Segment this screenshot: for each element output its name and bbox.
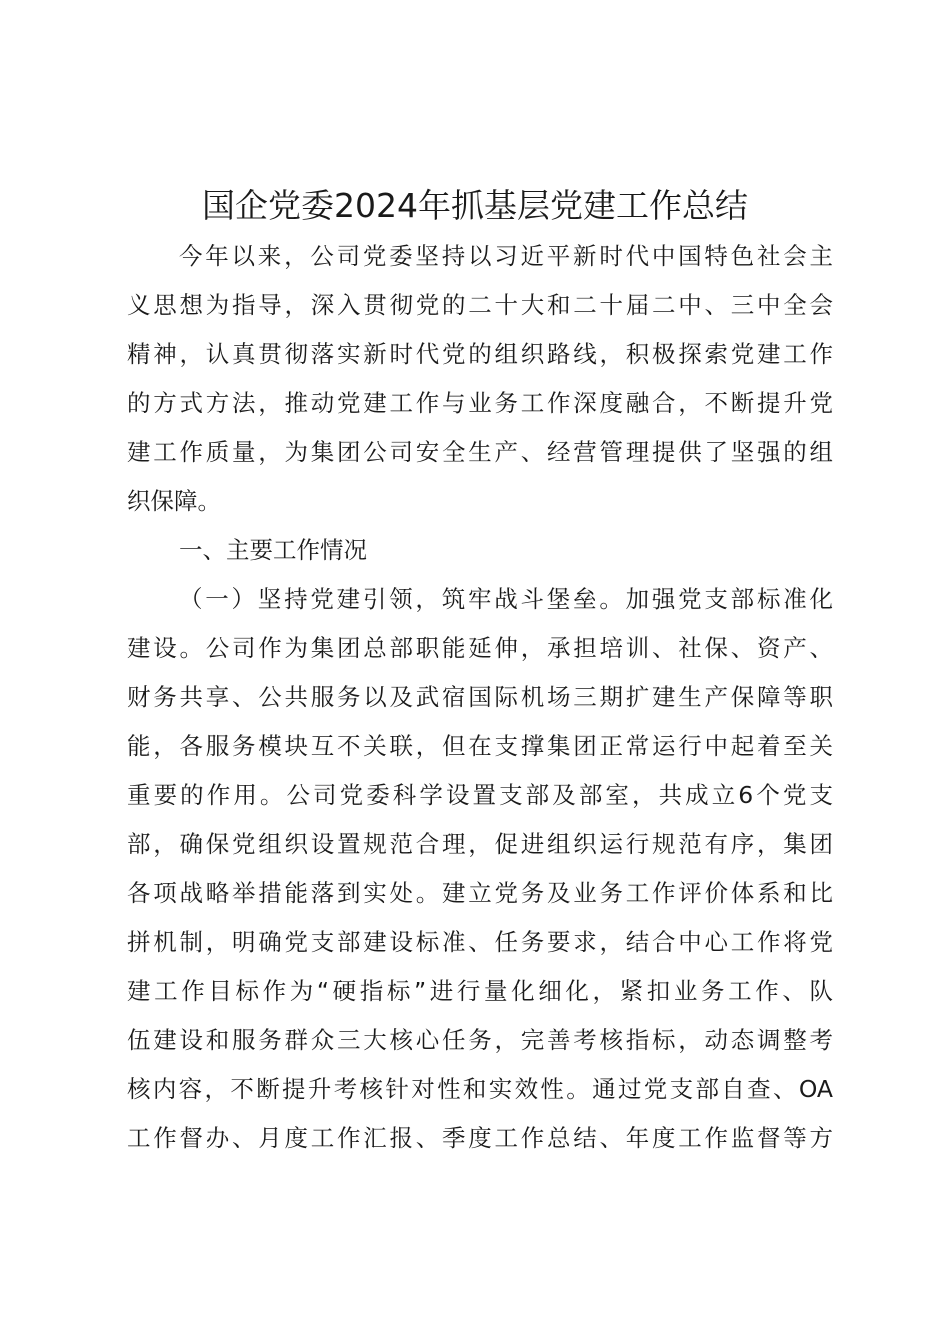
paragraph-line: （一）坚持党建引领，筑牢战斗堡垒。加强党支部标准化 <box>179 585 833 613</box>
paragraph-line: 的方式方法，推动党建工作与业务工作深度融合，不断提升党 <box>127 389 833 417</box>
paragraph-line: 建工作质量，为集团公司安全生产、经营管理提供了坚强的组 <box>127 438 833 466</box>
paragraph-line: 织保障。 <box>127 487 221 515</box>
paragraph-line: 能，各服务模块互不关联，但在支撑集团正常运行中起着至关 <box>127 732 833 760</box>
paragraph-line: 精神，认真贯彻落实新时代党的组织路线，积极探索党建工作 <box>127 340 833 368</box>
paragraph-line: 建工作目标作为“硬指标”进行量化细化，紧扣业务工作、队 <box>127 977 833 1005</box>
paragraph-line: 财务共享、公共服务以及武宿国际机场三期扩建生产保障等职 <box>127 683 833 711</box>
paragraph-line: 建设。公司作为集团总部职能延伸，承担培训、社保、资产、 <box>127 634 833 662</box>
paragraph-line: 核内容，不断提升考核针对性和实效性。通过党支部自查、OA <box>127 1075 833 1103</box>
document-body <box>127 232 833 1163</box>
paragraph-line: 部，确保党组织设置规范合理，促进组织运行规范有序，集团 <box>127 830 833 858</box>
paragraph-line: 工作督办、月度工作汇报、季度工作总结、年度工作监督等方 <box>127 1124 833 1152</box>
paragraph-line: 各项战略举措能落到实处。建立党务及业务工作评价体系和比 <box>127 879 833 907</box>
section-heading: 一、主要工作情况 <box>179 536 367 564</box>
paragraph-line: 重要的作用。公司党委科学设置支部及部室，共成立6个党支 <box>127 781 833 809</box>
paragraph-line: 义思想为指导，深入贯彻党的二十大和二十届二中、三中全会 <box>127 291 833 319</box>
document-title: 国企党委2024年抓基层党建工作总结 <box>202 186 748 225</box>
paragraph-line: 伍建设和服务群众三大核心任务，完善考核指标，动态调整考 <box>127 1026 833 1054</box>
paragraph-line: 今年以来，公司党委坚持以习近平新时代中国特色社会主 <box>179 242 833 270</box>
paragraph-line: 拼机制，明确党支部建设标准、任务要求，结合中心工作将党 <box>127 928 833 956</box>
